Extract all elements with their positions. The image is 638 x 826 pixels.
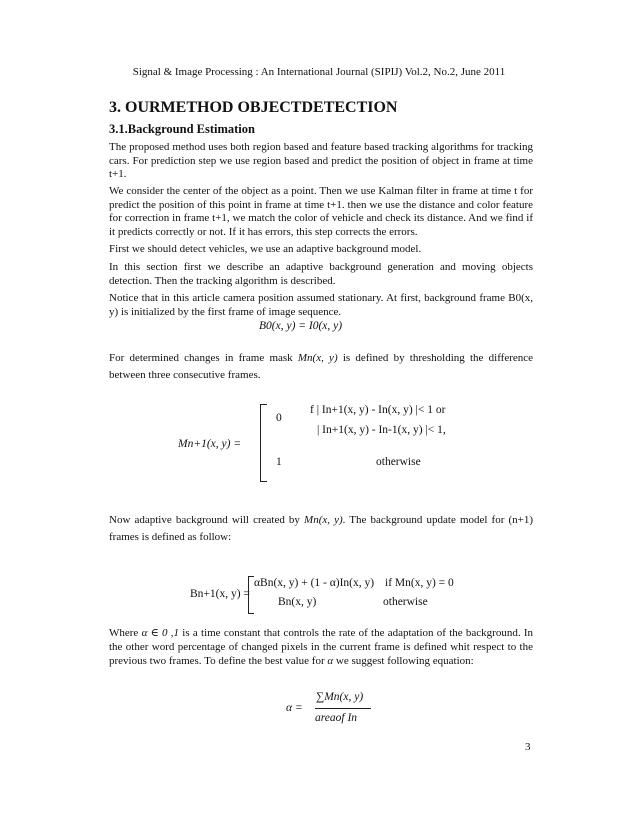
- equation-mask-case2-cond: otherwise: [376, 456, 421, 468]
- paragraph-4: In this section first we describe an adaptive background generation and moving objects detection. Then the tracking algorithm is described.: [109, 261, 533, 287]
- equation-alpha-numerator: ∑Mn(x, y): [316, 691, 364, 703]
- equation-text: B0(x, y) = I0(x, y): [259, 320, 343, 332]
- paragraph-8-middle: is a time constant that controls the rate of the adaptation of the background. In the other word percentage of changed pixels in the current frame is defined whit respect to the previous two frames. To define the best value for: [109, 627, 534, 667]
- equation-mask-case1-line2: | In+1(x, y) - In-1(x, y) |< 1,: [317, 424, 446, 436]
- equation-background-init: [259, 320, 342, 332]
- inline-alpha-set: α ∈ 0 ,1: [141, 627, 180, 639]
- equation-mask-case1-line1: f | In+1(x, y) - In(x, y) |< 1 or: [310, 404, 446, 416]
- paragraph-6-start: For determined changes in frame mask: [109, 352, 293, 364]
- equation-update-case2-cond: otherwise: [383, 596, 428, 608]
- equation-alpha-lhs: α =: [286, 702, 303, 714]
- paragraph-6-end: is defined by thresholding the difference between three consecutive frames.: [109, 352, 534, 381]
- paragraph-7-end: . The background update model for (n+1) frames is defined as follow:: [109, 514, 533, 543]
- equation-mask-brace: [260, 404, 267, 482]
- paragraph-1: The proposed method uses both region based and feature based tracking algorithms for tracking cars. For prediction step we use region based and predict the position of object in frame at time t+1.: [109, 141, 533, 180]
- paragraph-3: First we should detect vehicles, we use an adaptive background model.: [109, 243, 422, 255]
- paragraph-8-start: Where: [109, 627, 139, 639]
- paragraph-7: [109, 512, 533, 546]
- paragraph-8: [109, 626, 533, 668]
- equation-update-case1: αBn(x, y) + (1 - α)In(x, y): [254, 577, 375, 589]
- inline-mask-symbol: Mn(x, y): [297, 352, 338, 364]
- inline-alpha: α: [327, 655, 334, 667]
- equation-alpha-denominator: areaof In: [315, 712, 358, 724]
- equation-mask-case2-value: 1: [276, 456, 282, 468]
- inline-mn-symbol: Mn(x, y): [304, 514, 343, 526]
- subsection-title: 3.1.Background Estimation: [109, 122, 255, 136]
- equation-mask-case1-value: 0: [276, 412, 282, 424]
- paragraph-6: [109, 350, 533, 384]
- equation-update-case1-cond: if Mn(x, y) = 0: [385, 577, 454, 589]
- running-header: Signal & Image Processing : An International Journal (SIPIJ) Vol.2, No.2, June 2011: [132, 66, 506, 78]
- section-title: 3. OURMETHOD OBJECTDETECTION: [109, 99, 398, 116]
- equation-update-case2: Bn(x, y): [278, 596, 317, 608]
- paragraph-2: We consider the center of the object as a point. Then we use Kalman filter in frame at time t for predict the position of this point in frame at time t+1. then we use the distance and color feature for correction in frame t+1, we match the color of vehicle and check its distance. And we find if it predicts correctly or not. If it has errors, this step corrects the errors.: [109, 185, 533, 238]
- equation-update-lhs: Bn+1(x, y) =: [190, 588, 250, 600]
- paragraph-8-end: we suggest following equation:: [335, 655, 474, 667]
- equation-mask-lhs: Mn+1(x, y) =: [178, 438, 242, 450]
- paragraph-7-start: Now adaptive background will created by: [109, 514, 300, 526]
- equation-alpha-fraction-bar: [315, 708, 371, 709]
- paragraph-5: Notice that in this article camera position assumed stationary. At first, background frame B0(x, y) is initialized by the first frame of image sequence.: [109, 292, 533, 318]
- page-number: 3: [525, 741, 531, 753]
